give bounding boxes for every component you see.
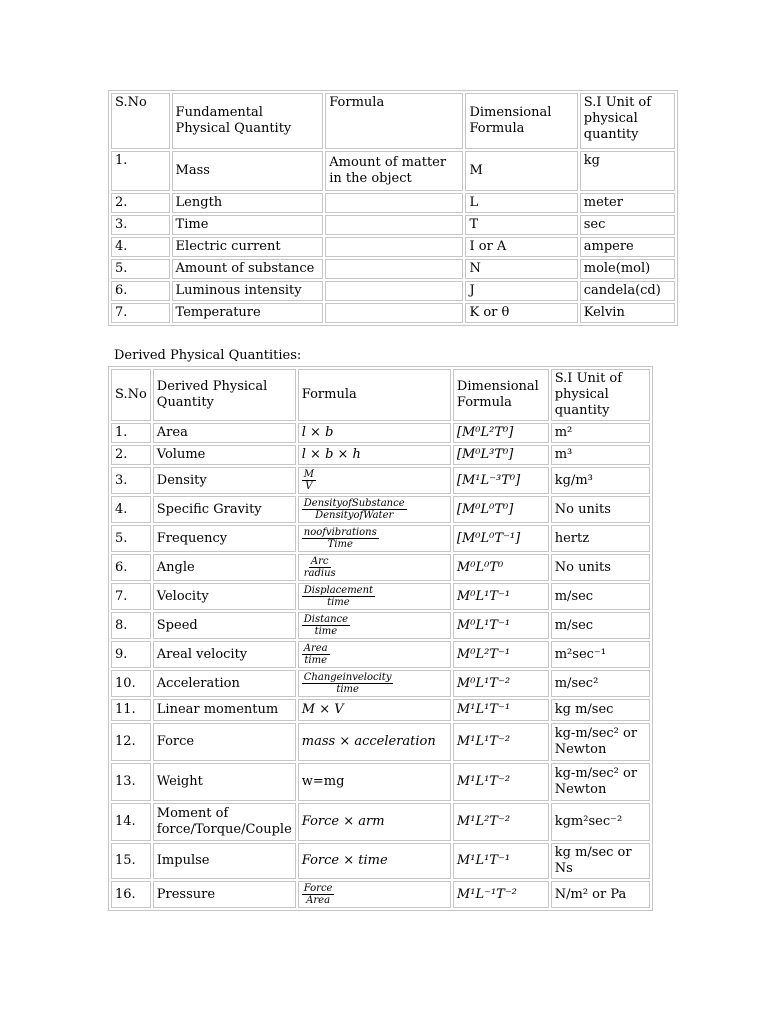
dimensional-formula-cell: I or A [465, 237, 577, 257]
dimensional-formula-cell: [M⁰L²T⁰] [453, 423, 549, 443]
header-cell: S.I Unit of physical quantity [551, 369, 650, 421]
sno-cell: 3. [111, 215, 170, 235]
header-cell: S.No [111, 369, 151, 421]
dimensional-formula-cell: M⁰L¹T⁻¹ [453, 612, 549, 639]
formula-text: w=mg [301, 774, 345, 789]
formula-denominator: DensityofWater [315, 510, 394, 521]
dimensional-formula-cell: [M⁰L⁰T⁻¹] [453, 525, 549, 552]
formula-text: mass × acceleration [301, 734, 436, 749]
formula-denominator: time [304, 655, 328, 666]
si-unit-cell: kg-m/sec² or Newton [551, 723, 650, 761]
header-cell: Formula [298, 369, 451, 421]
si-unit-cell: m² [551, 423, 650, 443]
quantity-cell: Area [153, 423, 296, 443]
formula-text: l × b × h [301, 447, 361, 462]
table-row [111, 237, 675, 257]
table-row [111, 151, 675, 191]
dimensional-formula-cell: M¹L¹T⁻¹ [453, 699, 549, 721]
dimensional-formula-cell: M⁰L⁰T⁰ [453, 554, 549, 581]
fundamental-table-body [111, 93, 675, 323]
formula-cell [325, 259, 463, 279]
si-unit-cell: kg m/sec [551, 699, 650, 721]
header-si-unit-cell: S.I Unit of physical quantity [580, 93, 675, 149]
sno-cell: 6. [111, 554, 151, 581]
quantity-cell: Velocity [153, 583, 296, 610]
quantity-cell: Speed [153, 612, 296, 639]
si-unit-cell: No units [551, 496, 650, 523]
formula-cell [298, 803, 451, 841]
table-row [111, 445, 650, 465]
sno-cell: 8. [111, 612, 151, 639]
dimensional-formula-cell: M [465, 151, 577, 191]
quantity-cell: Temperature [172, 303, 324, 323]
sno-cell: 7. [111, 583, 151, 610]
quantity-cell: Length [172, 193, 324, 213]
si-unit-cell: m/sec [551, 583, 650, 610]
formula-cell [298, 670, 451, 697]
formula-cell: Amount of matter in the object [325, 151, 463, 191]
formula-denominator: radius [303, 568, 336, 579]
sno-cell: 10. [111, 670, 151, 697]
table-row [111, 723, 650, 761]
dimensional-formula-cell: [M¹L⁻³T⁰] [453, 467, 549, 494]
derived-table-body [111, 369, 650, 908]
header-sno-cell: S.No [111, 93, 170, 149]
formula-cell [325, 303, 463, 323]
dimensional-formula-cell: N [465, 259, 577, 279]
formula-fraction [302, 643, 330, 666]
formula-numerator: DensityofSubstance [303, 498, 405, 509]
formula-cell [325, 281, 463, 301]
formula-cell [298, 423, 451, 443]
formula-numerator: Changeinvelocity [303, 672, 392, 683]
quantity-cell: Linear momentum [153, 699, 296, 721]
table-row [111, 215, 675, 235]
formula-numerator: Force [303, 883, 333, 894]
sno-cell: 4. [111, 496, 151, 523]
header-cell: Dimensional Formula [453, 369, 549, 421]
sno-cell: 1. [111, 423, 151, 443]
dimensional-formula-cell: K or θ [465, 303, 577, 323]
formula-denominator: V [305, 481, 313, 492]
dimensional-formula-cell: M⁰L²T⁻¹ [453, 641, 549, 668]
formula-cell [325, 215, 463, 235]
table-row [111, 670, 650, 697]
si-unit-cell: kgm²sec⁻² [551, 803, 650, 841]
formula-cell [298, 723, 451, 761]
dimensional-formula-cell: M¹L²T⁻² [453, 803, 549, 841]
si-unit-cell: ampere [580, 237, 675, 257]
formula-fraction [302, 614, 350, 637]
table-row [111, 803, 650, 841]
formula-cell [325, 237, 463, 257]
formula-fraction [302, 672, 394, 695]
si-unit-cell: candela(cd) [580, 281, 675, 301]
si-unit-cell: Kelvin [580, 303, 675, 323]
quantity-cell: Angle [153, 554, 296, 581]
formula-numerator: Area [303, 643, 328, 654]
formula-fraction [302, 498, 407, 521]
table-row [111, 281, 675, 301]
sno-cell: 7. [111, 303, 170, 323]
dimensional-formula-cell: M⁰L¹T⁻¹ [453, 583, 549, 610]
quantity-cell: Specific Gravity [153, 496, 296, 523]
formula-denominator: Area [306, 895, 331, 906]
header-row [111, 369, 650, 421]
sno-cell: 1. [111, 151, 170, 191]
quantity-cell: Frequency [153, 525, 296, 552]
si-unit-cell: m²sec⁻¹ [551, 641, 650, 668]
quantity-cell: Force [153, 723, 296, 761]
dimensional-formula-cell: M⁰L¹T⁻² [453, 670, 549, 697]
quantity-cell: Luminous intensity [172, 281, 324, 301]
derived-quantities-caption: Derived Physical Quantities: [114, 348, 302, 363]
header-row [111, 93, 675, 149]
si-unit-cell: kg [580, 151, 675, 191]
sno-cell: 2. [111, 193, 170, 213]
dimensional-formula-cell: L [465, 193, 577, 213]
table-row [111, 554, 650, 581]
sno-cell: 5. [111, 259, 170, 279]
formula-cell [298, 843, 451, 879]
quantity-cell: Density [153, 467, 296, 494]
sno-cell: 4. [111, 237, 170, 257]
header-quantity-cell: Fundamental Physical Quantity [172, 93, 324, 149]
sno-cell: 13. [111, 763, 151, 801]
formula-cell [298, 641, 451, 668]
sno-cell: 6. [111, 281, 170, 301]
fundamental-quantities-table [108, 90, 678, 326]
sno-cell: 2. [111, 445, 151, 465]
dimensional-formula-cell: [M⁰L⁰T⁰] [453, 496, 549, 523]
formula-numerator: Arc [310, 556, 329, 567]
formula-cell [298, 583, 451, 610]
table-row [111, 612, 650, 639]
quantity-cell: Pressure [153, 881, 296, 908]
derived-quantities-table [108, 366, 653, 911]
si-unit-cell: m/sec [551, 612, 650, 639]
formula-denominator: time [336, 684, 359, 695]
dimensional-formula-cell: T [465, 215, 577, 235]
formula-cell [298, 525, 451, 552]
table-row [111, 525, 650, 552]
dimensional-formula-cell: M¹L¹T⁻² [453, 723, 549, 761]
table-row [111, 467, 650, 494]
quantity-cell: Amount of substance [172, 259, 324, 279]
formula-fraction [302, 527, 379, 550]
table-row [111, 303, 675, 323]
table-row [111, 641, 650, 668]
formula-cell [298, 496, 451, 523]
formula-numerator: Displacement [303, 585, 374, 596]
formula-cell [298, 445, 451, 465]
table-row [111, 496, 650, 523]
sno-cell: 15. [111, 843, 151, 879]
header-formula-cell: Formula [325, 93, 463, 149]
sno-cell: 5. [111, 525, 151, 552]
si-unit-cell: kg/m³ [551, 467, 650, 494]
dimensional-formula-cell: M¹L¹T⁻² [453, 763, 549, 801]
formula-fraction [302, 556, 338, 579]
formula-fraction [302, 585, 375, 608]
sno-cell: 11. [111, 699, 151, 721]
formula-denominator: time [327, 597, 350, 608]
table-row [111, 699, 650, 721]
sno-cell: 14. [111, 803, 151, 841]
formula-text: Force × time [301, 853, 388, 868]
si-unit-cell: m³ [551, 445, 650, 465]
quantity-cell: Impulse [153, 843, 296, 879]
formula-cell [298, 554, 451, 581]
formula-fraction [302, 469, 316, 492]
formula-text: M × V [301, 702, 344, 717]
quantity-cell: Moment of force/Torque/Couple [153, 803, 296, 841]
table-row [111, 423, 650, 443]
header-dimensional-formula-cell: Dimensional Formula [465, 93, 577, 149]
quantity-cell: Volume [153, 445, 296, 465]
formula-numerator: noofvibrations [303, 527, 377, 538]
formula-fraction [302, 883, 335, 906]
si-unit-cell: meter [580, 193, 675, 213]
si-unit-cell: N/m² or Pa [551, 881, 650, 908]
sno-cell: 12. [111, 723, 151, 761]
formula-numerator: M [303, 469, 315, 480]
formula-cell [325, 193, 463, 213]
si-unit-cell: hertz [551, 525, 650, 552]
si-unit-cell: kg m/sec or Ns [551, 843, 650, 879]
table-row [111, 259, 675, 279]
formula-cell [298, 699, 451, 721]
header-cell: Derived Physical Quantity [153, 369, 296, 421]
si-unit-cell: m/sec² [551, 670, 650, 697]
dimensional-formula-cell: M¹L⁻¹T⁻² [453, 881, 549, 908]
dimensional-formula-cell: M¹L¹T⁻¹ [453, 843, 549, 879]
quantity-cell: Time [172, 215, 324, 235]
quantity-cell: Weight [153, 763, 296, 801]
formula-denominator: time [314, 626, 338, 637]
formula-cell [298, 881, 451, 908]
formula-text: Force × arm [301, 814, 385, 829]
formula-cell [298, 612, 451, 639]
dimensional-formula-cell: [M⁰L³T⁰] [453, 445, 549, 465]
formula-cell [298, 763, 451, 801]
quantity-cell: Acceleration [153, 670, 296, 697]
dimensional-formula-cell: J [465, 281, 577, 301]
sno-cell: 16. [111, 881, 151, 908]
table-row [111, 193, 675, 213]
si-unit-cell: mole(mol) [580, 259, 675, 279]
formula-denominator: Time [327, 539, 353, 550]
si-unit-cell: sec [580, 215, 675, 235]
sno-cell: 3. [111, 467, 151, 494]
table-row [111, 843, 650, 879]
formula-cell [298, 467, 451, 494]
quantity-cell: Areal velocity [153, 641, 296, 668]
quantity-cell: Mass [172, 151, 324, 191]
table-row [111, 583, 650, 610]
table-row [111, 881, 650, 908]
si-unit-cell: No units [551, 554, 650, 581]
sno-cell: 9. [111, 641, 151, 668]
quantity-cell: Electric current [172, 237, 324, 257]
si-unit-cell: kg-m/sec² or Newton [551, 763, 650, 801]
table-row [111, 763, 650, 801]
formula-numerator: Distance [303, 614, 349, 625]
formula-text: l × b [301, 425, 334, 440]
